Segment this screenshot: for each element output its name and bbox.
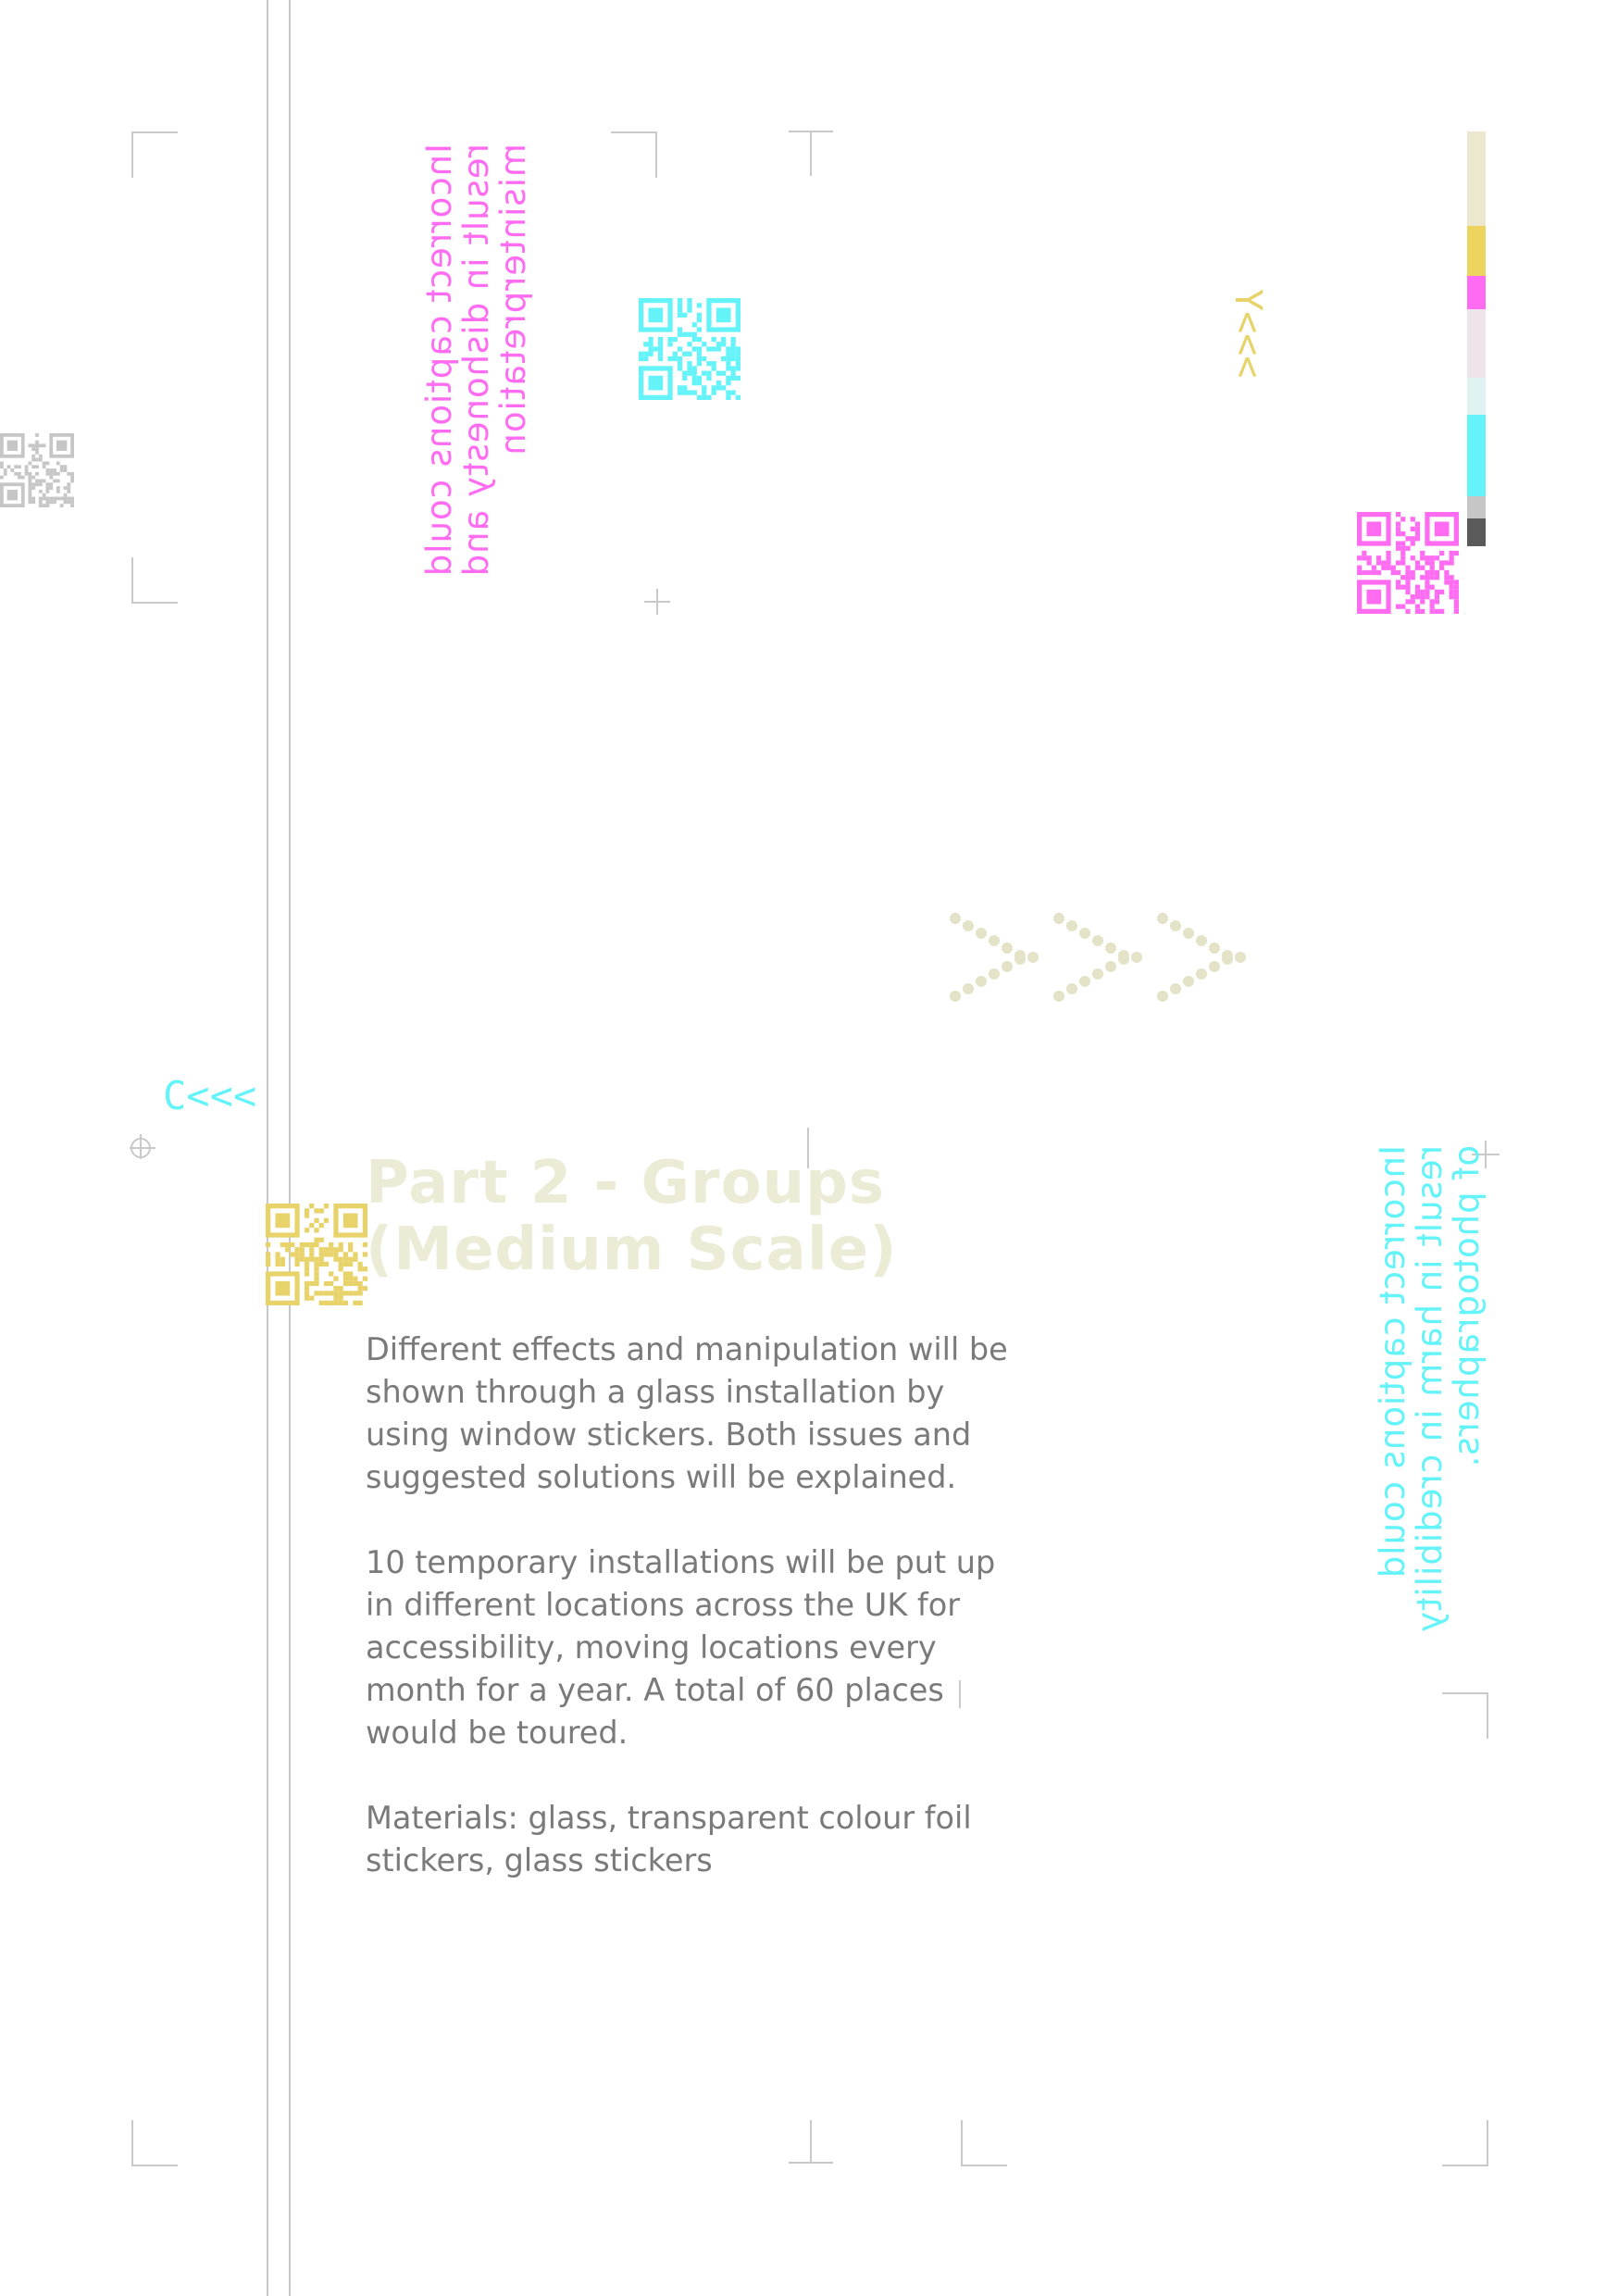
color-bar-swatch xyxy=(1467,226,1486,276)
title-line-1: Part 2 - Groups xyxy=(366,1149,885,1217)
body-paragraph-3: Materials: glass, transparent colour foil stickers, glass stickers xyxy=(366,1800,972,1878)
qr-code-gray xyxy=(0,433,74,507)
body-text xyxy=(366,1329,1032,1925)
qr-code-yellow xyxy=(266,1204,367,1305)
dotted-chevrons xyxy=(944,907,1277,1009)
side-note-magenta: Incorrect captions could result in dishonesty and misinterpretation xyxy=(419,144,533,578)
color-bar-swatch xyxy=(1467,276,1486,309)
tick-mark-bottom xyxy=(789,2120,833,2163)
title-line-2: (Medium Scale) xyxy=(366,1216,898,1284)
color-bar-swatch xyxy=(1467,518,1486,546)
body-paragraph-1: Different effects and manipulation will be shown through a glass installation by using window stickers. Both issues and suggested solutions will be explained. xyxy=(366,1331,1008,1495)
page-title xyxy=(366,1150,1014,1283)
body-paragraph-2: 10 temporary installations will be put up in different locations across the UK for accessibility, moving locations every month for a year. A total of 60 places would be toured. xyxy=(366,1544,996,1751)
color-bar-swatch xyxy=(1467,309,1486,378)
color-bar xyxy=(1467,131,1486,546)
register-cross xyxy=(130,1134,156,1159)
qr-code-magenta xyxy=(1357,512,1459,614)
tick-mark-top xyxy=(789,131,833,176)
color-bar-swatch xyxy=(1467,378,1486,415)
qr-code-cyan xyxy=(639,298,741,400)
cyan-arrow-mark: C<<< xyxy=(163,1073,257,1118)
color-bar-swatch xyxy=(1467,131,1486,226)
color-bar-swatch xyxy=(1467,415,1486,496)
plus-mark-top xyxy=(644,589,670,615)
yellow-arrow-mark: Y<<< xyxy=(1226,289,1269,379)
side-note-cyan: Incorrect captions could result in harm in credibility of photographers. xyxy=(1373,1145,1487,1633)
color-bar-swatch xyxy=(1467,496,1486,518)
